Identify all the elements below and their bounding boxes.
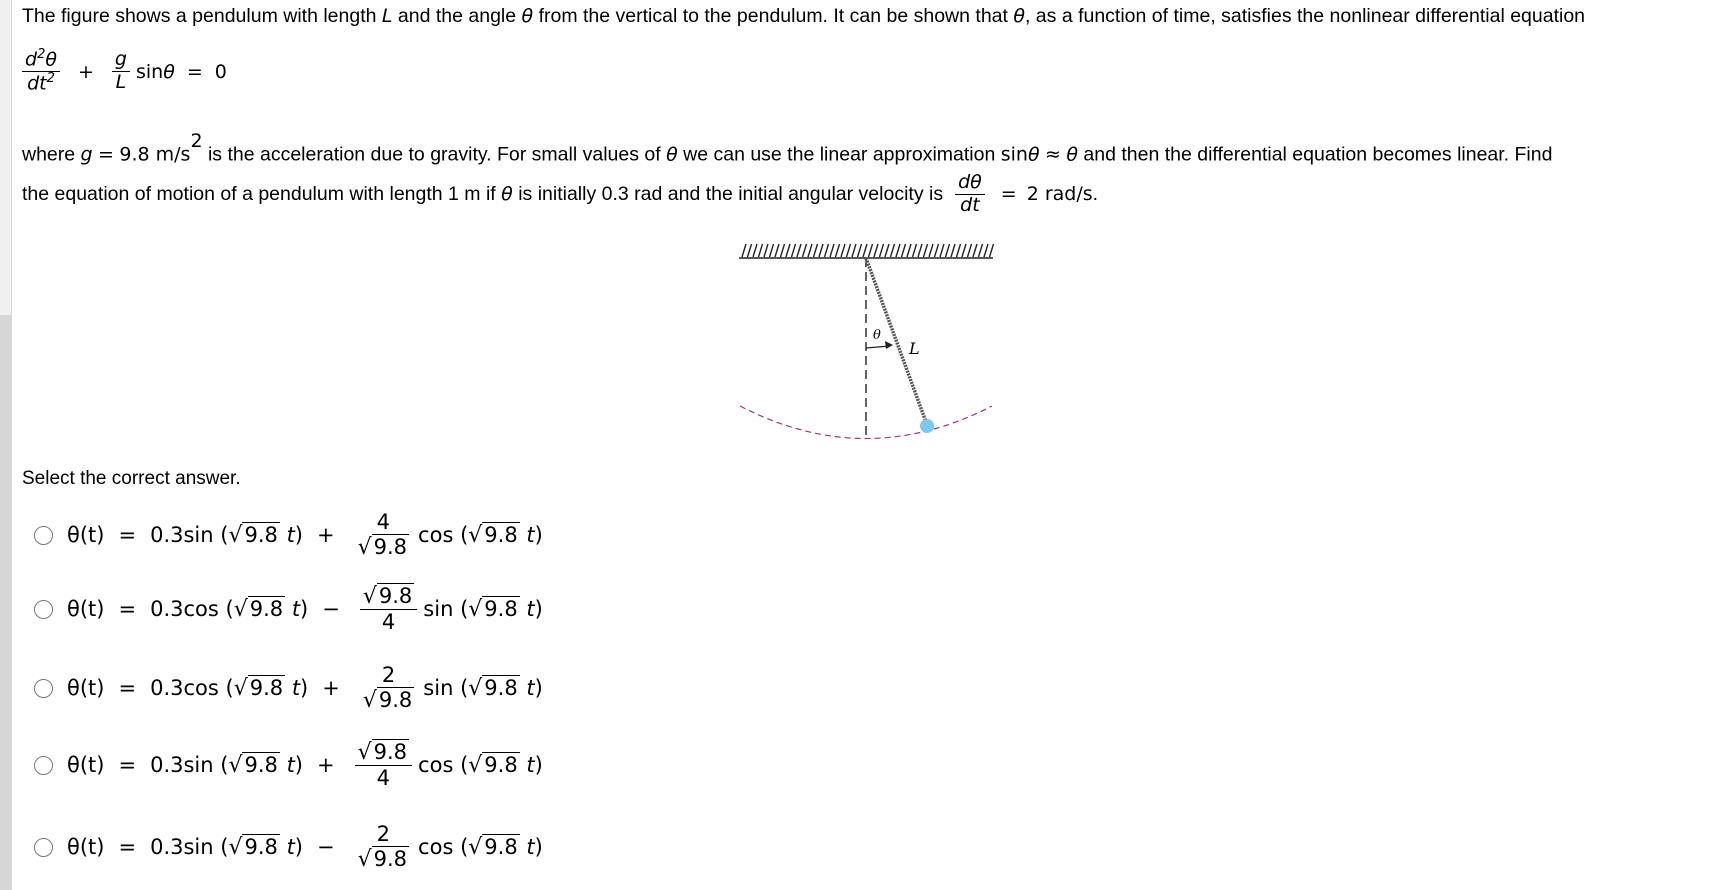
coefficient-fraction [360, 584, 417, 634]
text: . [1092, 182, 1099, 205]
dtheta: dθ [955, 172, 985, 195]
sqrt: √9.8 [228, 834, 278, 860]
radicand: 9.8 [373, 740, 408, 764]
text: we can use the linear approximation [683, 143, 996, 166]
var-theta: θ [501, 183, 513, 206]
var-theta: θ [521, 5, 534, 27]
coefficient-fraction [360, 663, 417, 713]
radicand: 9.8 [484, 522, 518, 547]
left-scrollbar[interactable] [0, 315, 11, 890]
text: where [22, 143, 76, 166]
radicand: 9.8 [244, 834, 278, 859]
radio-button[interactable] [34, 756, 53, 775]
answer-option-5[interactable]: θ(t) = 0.3sin ( √9.8 t ) − $\frac{2}{√9.8}$ cos ( √9.8 t ) [34, 822, 543, 872]
approx: ≈ [1045, 143, 1061, 166]
sqrt: √9.8 [362, 584, 413, 609]
radio-button[interactable] [34, 600, 53, 619]
operator: + [322, 676, 340, 701]
g-over-L [112, 49, 130, 94]
operator: − [317, 835, 335, 860]
question-line-2 [22, 130, 1553, 167]
exp: 2 [190, 130, 203, 152]
radicand: 9.8 [378, 584, 413, 608]
var-theta: θ [666, 143, 678, 166]
arrowhead [885, 341, 893, 349]
numerator: 2 [381, 663, 396, 687]
var-t: t [526, 753, 535, 778]
radio-button[interactable] [34, 526, 53, 545]
radicand: 9.8 [484, 675, 518, 700]
radicand: 9.8 [373, 847, 408, 872]
sqrt: √9.8 [228, 752, 278, 778]
term1-func: 0.3sin [150, 835, 214, 860]
radicand: 9.8 [373, 535, 408, 560]
radicand: 9.8 [378, 688, 413, 713]
lhs: θ(t) [67, 676, 105, 701]
term2-func: sin [423, 597, 454, 622]
coefficient-fraction [355, 740, 412, 790]
var-t: t [526, 676, 535, 701]
operator: + [317, 753, 335, 778]
length-label: L [909, 339, 920, 358]
var-g: g [80, 143, 93, 166]
lhs: θ(t) [67, 835, 105, 860]
theta: θ [163, 60, 175, 83]
var-t: t [526, 523, 535, 548]
sin: sin [135, 60, 164, 83]
g: g [112, 49, 130, 72]
pendulum-bob [920, 419, 934, 433]
sqrt: √9.8 [468, 522, 518, 548]
text: from the vertical to the pendulum. It can be shown that [538, 5, 1008, 27]
theta-label: θ [873, 328, 881, 343]
term2-func: cos [418, 523, 454, 548]
second-derivative [22, 48, 60, 95]
radicand: 9.8 [249, 596, 284, 621]
radicand: 9.8 [249, 675, 284, 700]
sqrt: √9.8 [228, 522, 278, 548]
lhs: θ(t) [67, 523, 105, 548]
L: L [115, 71, 127, 94]
ceiling-hatch [742, 244, 994, 257]
sqrt: √9.8 [468, 675, 518, 701]
equals: = [118, 597, 137, 622]
equals: = [98, 143, 114, 166]
radicand: 9.8 [484, 834, 518, 859]
term2-func: cos [418, 835, 454, 860]
var-theta: θ [1013, 5, 1025, 27]
question-line-3 [22, 172, 1098, 217]
dt: dt [960, 193, 980, 216]
radicand: 9.8 [244, 752, 278, 777]
pendulum-figure [730, 236, 1010, 446]
var-t: t [286, 835, 295, 860]
lhs: θ(t) [67, 597, 105, 622]
denominator: 4 [381, 610, 396, 635]
var-theta: θ [1027, 143, 1040, 166]
var-theta: θ [1066, 143, 1078, 166]
answer-option-2[interactable]: θ(t) = 0.3cos ( √9.8 t ) − $\frac{√9.8}{4}$ sin ( √9.8 t ) [34, 584, 543, 634]
answer-option-1[interactable]: θ(t) = 0.3sin ( √9.8 t ) + $\frac{4}{√9.8}$ cos ( √9.8 t ) [34, 510, 543, 560]
operator: − [322, 597, 340, 622]
sqrt: √9.8 [362, 688, 413, 714]
equals: = [118, 753, 137, 778]
equals: = [186, 60, 203, 83]
sqrt: √9.8 [468, 752, 518, 778]
text: is the acceleration due to gravity. For small values of [207, 143, 661, 166]
sqrt: √9.8 [357, 847, 408, 873]
var-t: t [526, 835, 535, 860]
var-t: t [286, 753, 295, 778]
term1-func: 0.3sin [150, 523, 214, 548]
radio-button[interactable] [34, 679, 53, 698]
radicand: 9.8 [484, 752, 518, 777]
sqrt: √9.8 [233, 596, 284, 622]
gravity-value: 9.8 m/s [119, 143, 191, 166]
radio-button[interactable] [34, 838, 53, 857]
text: and then the differential equation becomes linear. Find [1083, 143, 1553, 166]
var-t: t [526, 597, 535, 622]
differential-equation [22, 48, 227, 95]
text: , as a function of time, satisfies the nonlinear differential equation [1024, 5, 1586, 27]
dtheta-dt [955, 172, 985, 217]
equals: = [118, 676, 137, 701]
lhs: θ(t) [67, 753, 105, 778]
term2-func: sin [423, 676, 454, 701]
text: the equation of motion of a pendulum with length 1 m if [22, 182, 496, 205]
radicand: 9.8 [244, 522, 278, 547]
numerator: 2 [376, 822, 391, 846]
zero: 0 [214, 60, 227, 83]
operator: + [317, 523, 335, 548]
var-t: t [291, 597, 301, 622]
term1-func: 0.3cos [150, 676, 219, 701]
theta: θ [45, 48, 57, 71]
equals: = [1000, 183, 1017, 206]
var-L: L [381, 5, 393, 27]
denominator: 4 [376, 766, 391, 791]
sin: sin [1000, 143, 1028, 166]
term1-func: 0.3sin [150, 753, 214, 778]
answer-option-4[interactable]: θ(t) = 0.3sin ( √9.8 t ) + $\frac{√9.8}{4}$ cos ( √9.8 t ) [34, 740, 543, 790]
angular-velocity: 2 rad/s [1026, 183, 1093, 206]
plus: + [77, 60, 94, 83]
sqrt: √9.8 [357, 535, 408, 561]
exp: 2 [46, 71, 55, 87]
answer-option-3[interactable]: θ(t) = 0.3cos ( √9.8 t ) + $\frac{2}{√9.8}$ sin ( √9.8 t ) [34, 663, 543, 713]
select-prompt: Select the correct answer. [22, 468, 241, 489]
text: The figure shows a pendulum with length [22, 5, 377, 27]
equals: = [118, 835, 137, 860]
var-t: t [286, 523, 295, 548]
question-line-1 [22, 5, 1585, 28]
var-t: t [291, 676, 301, 701]
text: is initially 0.3 rad and the initial angular velocity is [518, 182, 944, 205]
coefficient-fraction [355, 822, 412, 872]
dt: dt [27, 72, 47, 95]
radicand: 9.8 [484, 596, 518, 621]
coefficient-fraction [355, 510, 412, 560]
sqrt: √9.8 [233, 675, 284, 701]
term1-func: 0.3cos [150, 597, 219, 622]
exp: 2 [37, 47, 46, 62]
equals: = [118, 523, 137, 548]
sqrt: √9.8 [468, 834, 518, 860]
sqrt: √9.8 [357, 740, 408, 765]
d: d [25, 48, 38, 71]
term2-func: cos [418, 753, 454, 778]
numerator: 4 [376, 510, 391, 534]
text: and the angle [397, 5, 517, 27]
sqrt: √9.8 [468, 596, 518, 622]
